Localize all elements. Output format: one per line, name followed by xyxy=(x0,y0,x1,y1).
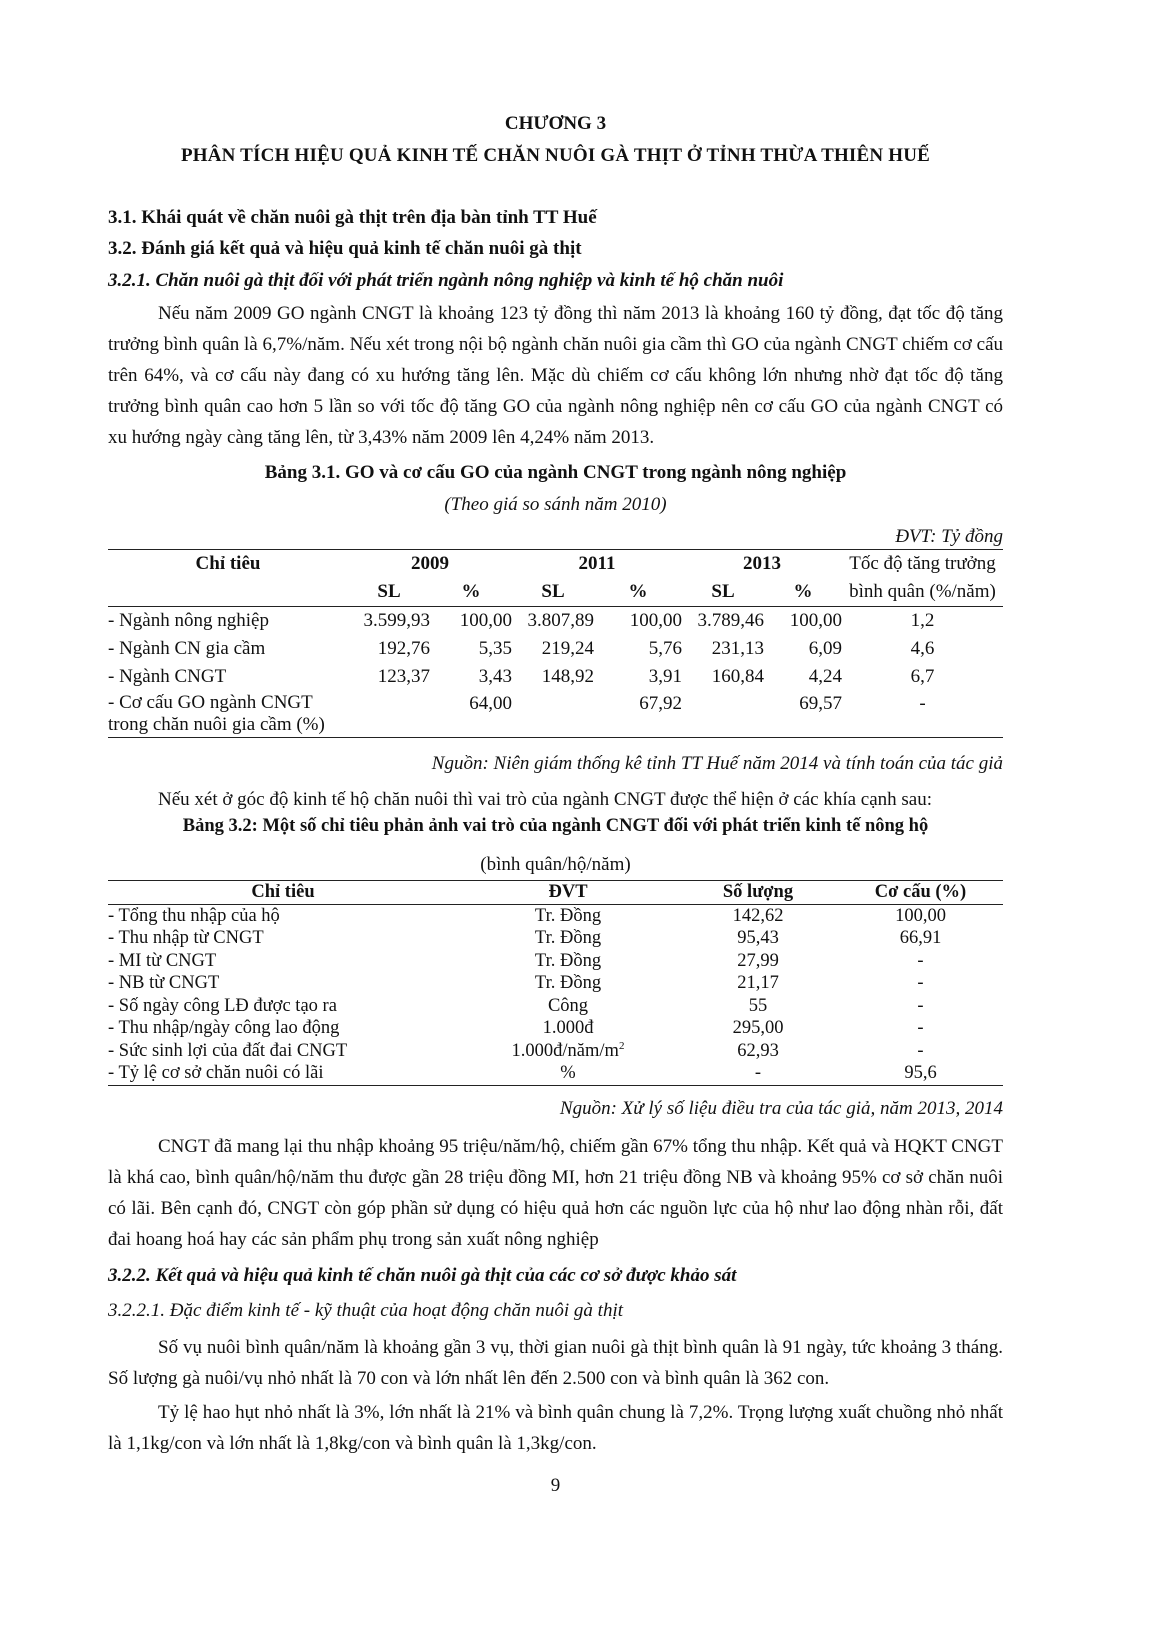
table1-source: Nguồn: Niên giám thống kê tỉnh TT Huế năm 2014 và tính toán của tác giả xyxy=(431,753,1003,774)
table1-head-sl: SL xyxy=(711,581,735,602)
table1-head-growth: Tốc độ tăng trưởng xyxy=(849,553,996,574)
table-row: - Ngành nông nghiệp 3.599,93 100,00 3.807,89 100,00 3.789,46 100,00 1,2 xyxy=(108,610,935,631)
table-row: - Ngành CN gia cầm 192,76 5,35 219,24 5,76 231,13 6,09 4,6 xyxy=(108,638,935,659)
page-number: 9 xyxy=(550,1475,561,1496)
table-row: - Tổng thu nhập của hộ Tr. Đồng 142,62 100,00 xyxy=(108,905,946,926)
heading-3-2: 3.2. Đánh giá kết quả và hiệu quả kinh tế chăn nuôi gà thịt xyxy=(108,238,582,259)
paragraph-income: CNGT đã mang lại thu nhập khoảng 95 triệu/năm/hộ, chiếm gần 67% tổng thu nhập. Kết quả và HQKT CNGT là khá cao, bình quân/hộ/năm thu được gần 28 triệu đồng MI, hơn 21 triệu đồng NB và khoảng 95% cơ sở chăn nuôi có lãi. Bên cạnh đó, CNGT còn góp phần sử dụng có hiệu quả hơn các nguồn lực của hộ như lao động nhàn rỗi, đất đai hoang hoá hay các sản phẩm phụ trong sản xuất nông nghiệp xyxy=(108,1136,1003,1250)
table-row: - MI từ CNGT Tr. Đồng 27,99 - xyxy=(108,950,924,971)
table1-head-sl: SL xyxy=(541,581,565,602)
paragraph-household-role: Nếu xét ở góc độ kinh tế hộ chăn nuôi thì vai trò của ngành CNGT được thể hiện ở các khía cạnh sau: xyxy=(158,789,933,810)
table1-head-pct: % xyxy=(628,581,648,602)
heading-3-2-1: 3.2.1. Chăn nuôi gà thịt đối với phát triển ngành nông nghiệp và kinh tế hộ chăn nuôi xyxy=(108,270,784,291)
paragraph-go-growth: Nếu năm 2009 GO ngành CNGT là khoảng 123 tỷ đồng thì năm 2013 là khoảng 160 tỷ đồng, đạt tốc độ tăng trưởng bình quân là 6,7%/năm. Nếu xét trong nội bộ ngành chăn nuôi gia cầm thì GO của ngành CNGT chiếm cơ cấu trên 64%, và cơ cấu này đang có xu hướng tăng lên. Mặc dù chiếm cơ cấu không lớn nhưng nhờ đạt tốc độ tăng trưởng bình quân cao hơn 5 lần so với tốc độ tăng GO của ngành nông nghiệp nên cơ cấu GO của ngành CNGT có xu hướng ngày càng tăng lên, từ 3,43% năm 2009 lên 4,24% năm 2013. xyxy=(108,303,1003,448)
superscript: 2 xyxy=(618,1039,625,1052)
table1-head-pct: % xyxy=(461,581,481,602)
heading-3-2-2-1: 3.2.2.1. Đặc điểm kinh tế - kỹ thuật của hoạt động chăn nuôi gà thịt xyxy=(108,1300,624,1321)
table-row: - Thu nhập/ngày công lao động 1.000đ 295,00 - xyxy=(108,1018,924,1039)
table2 xyxy=(108,880,1003,1086)
chapter-label: CHƯƠNG 3 xyxy=(504,113,607,134)
table-row: - Ngành CNGT 123,37 3,43 148,92 3,91 160,84 4,24 6,7 xyxy=(108,666,935,687)
paragraph-loss-rate: Tỷ lệ hao hụt nhỏ nhất là 3%, lớn nhất là 21% và bình quân chung là 7,2%. Trọng lượng xuất chuồng nhỏ nhất là 1,1kg/con và lớn nhất là 1,8kg/con và bình quân là 1,3kg/con. xyxy=(108,1402,1003,1454)
table-row: - Sức sinh lợi của đất đai CNGT $1.000đ/năm/m^2$ 62,93 - xyxy=(108,1039,924,1061)
table2-subtitle: (bình quân/hộ/năm) xyxy=(480,854,631,875)
table1-head-chitieu: Chỉ tiêu xyxy=(195,553,261,574)
heading-3-2-2: 3.2.2. Kết quả và hiệu quả kinh tế chăn nuôi gà thịt của các cơ sở được khảo sát xyxy=(108,1265,737,1286)
table2-head-dvt: ĐVT xyxy=(548,882,588,903)
table1 xyxy=(108,549,1003,738)
table2-head-share: Cơ cấu (%) xyxy=(874,882,967,903)
table2-source: Nguồn: Xử lý số liệu điều tra của tác giả, năm 2013, 2014 xyxy=(559,1098,1003,1119)
paragraph-cycles: Số vụ nuôi bình quân/năm là khoảng gần 3 vụ, thời gian nuôi gà thịt bình quân là 91 ngày, tức khoảng 3 tháng. Số lượng gà nuôi/vụ nhỏ nhất là 70 con và lớn nhất lên đến 2.500 con và bình quân là 362 con. xyxy=(108,1337,1003,1389)
table1-head-sl: SL xyxy=(377,581,401,602)
table1-title: Bảng 3.1. GO và cơ cấu GO của ngành CNGT trong ngành nông nghiệp xyxy=(264,462,847,483)
table-row: - NB từ CNGT Tr. Đồng 21,17 - xyxy=(108,973,924,994)
table2-head-chitieu: Chỉ tiêu xyxy=(251,882,315,903)
table1-head-2009: 2009 xyxy=(411,553,449,574)
heading-3-1: 3.1. Khái quát về chăn nuôi gà thịt trên địa bàn tỉnh TT Huế xyxy=(108,207,597,228)
table1-head-2013: 2013 xyxy=(743,553,781,574)
table1-subtitle: (Theo giá so sánh năm 2010) xyxy=(444,494,667,515)
table-row: - Cơ cấu GO ngành CNGT trong chăn nuôi gia cầm (%) 64,00 67,92 69,57 - xyxy=(108,692,926,735)
table2-head-quantity: Số lượng xyxy=(722,882,794,903)
table1-head-pct: % xyxy=(793,581,813,602)
table1-unit: ĐVT: Tỷ đồng xyxy=(895,526,1003,547)
table-row: - Thu nhập từ CNGT Tr. Đồng 95,43 66,91 xyxy=(108,928,942,949)
table2-title: Bảng 3.2: Một số chỉ tiêu phản ảnh vai trò của ngành CNGT đối với phát triển kinh tế nông hộ xyxy=(182,816,929,836)
table-row: - Số ngày công LĐ được tạo ra Công 55 - xyxy=(108,995,924,1016)
table1-head-growth-unit: bình quân (%/năm) xyxy=(849,581,996,602)
table1-head-2011: 2011 xyxy=(578,553,616,574)
chapter-title: PHÂN TÍCH HIỆU QUẢ KINH TẾ CHĂN NUÔI GÀ THỊT Ở TỈNH THỪA THIÊN HUẾ xyxy=(180,145,931,166)
table-row: - Tỷ lệ cơ sở chăn nuôi có lãi % - 95,6 xyxy=(108,1063,937,1084)
